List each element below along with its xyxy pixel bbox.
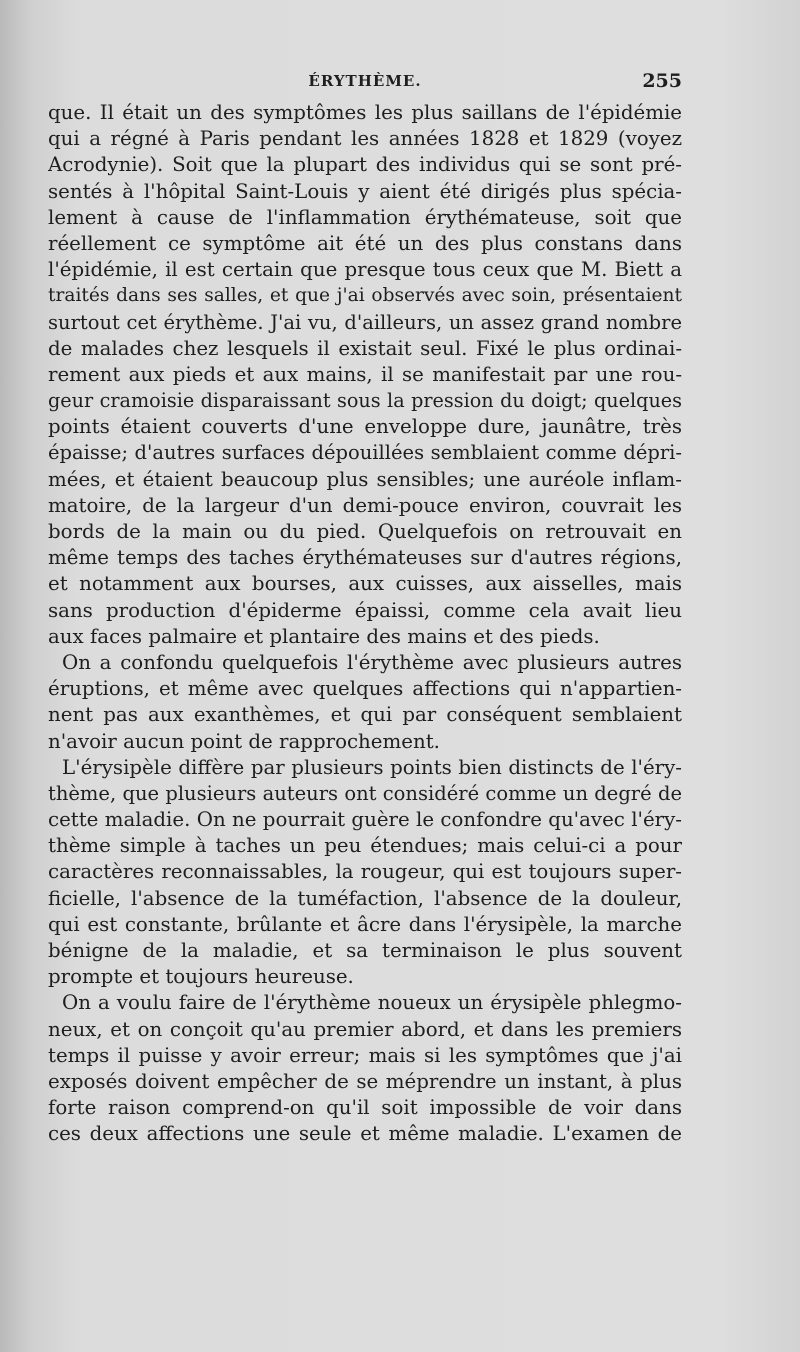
running-head-title: ÉRYTHÈME. <box>308 72 422 90</box>
text-line: traités dans ses salles, et que j'ai observés avec soin, présentaient <box>48 285 682 307</box>
text-line: épaisse; d'autres surfaces dépouillées semblaient comme dépri- <box>48 441 682 465</box>
text-line: rement aux pieds et aux mains, il se manifestait par une rou- <box>48 362 682 386</box>
text-line: qui est constante, brûlante et âcre dans l'érysipèle, la marche <box>48 912 682 936</box>
text-line: surtout cet érythème. J'ai vu, d'ailleurs, un assez grand nombre <box>48 310 682 334</box>
text-line: réellement ce symptôme ait été un des plus constans dans <box>48 231 682 255</box>
text-line: de malades chez lesquels il existait seul. Fixé le plus ordinai- <box>48 336 682 360</box>
text-line: forte raison comprend-on qu'il soit impossible de voir dans <box>48 1096 682 1120</box>
text-line: bénigne de la maladie, et sa terminaison le plus souvent <box>48 939 682 962</box>
text-line: bords de la main ou du pied. Quelquefois on retrouvait en <box>48 520 682 543</box>
running-head <box>48 70 682 96</box>
text-line: nent pas aux exanthèmes, et qui par conséquent semblaient <box>48 703 682 727</box>
text-line: n'avoir aucun point de rapprochement. <box>48 729 440 753</box>
text-line: cette maladie. On ne pourrait guère le confondre qu'avec l'éry- <box>48 808 682 832</box>
text-line: aux faces palmaire et plantaire des mains et des pieds. <box>48 624 600 648</box>
text-line: qui a régné à Paris pendant les années 1828 et 1829 (voyez <box>48 127 682 151</box>
text-line: ficielle, l'absence de la tuméfaction, l'absence de la douleur, <box>48 886 682 910</box>
text-line: On a confondu quelquefois l'érythème avec plusieurs autres <box>62 650 682 674</box>
text-line: On a voulu faire de l'érythème noueux un érysipèle phlegmo- <box>62 991 682 1015</box>
text-line: thème simple à taches un peu étendues; mais celui-ci a pour <box>48 834 682 858</box>
text-line: neux, et on conçoit qu'au premier abord, et dans les premiers <box>48 1017 682 1041</box>
text-line: points étaient couverts d'une enveloppe dure, jaunâtre, très <box>48 415 682 439</box>
text-line: L'érysipèle diffère par plusieurs points bien distincts de l'éry- <box>62 755 682 779</box>
text-line: ces deux affections une seule et même maladie. L'examen de <box>48 1122 682 1146</box>
text-line: geur cramoisie disparaissant sous la pression du doigt; quelques <box>48 389 682 413</box>
text-line: lement à cause de l'inflammation érythémateuse, soit que <box>48 205 682 229</box>
text-line: caractères reconnaissables, la rougeur, qui est toujours super- <box>48 860 682 884</box>
text-line: prompte et toujours heureuse. <box>48 965 354 989</box>
text-line: que. Il était un des symptômes les plus saillans de l'épidémie <box>48 101 682 124</box>
text-line: matoire, de la largeur d'un demi-pouce environ, couvrait les <box>48 493 682 517</box>
text-line: l'épidémie, il est certain que presque tous ceux que M. Biett a <box>48 258 682 282</box>
text-line: temps il puisse y avoir erreur; mais si les symptômes que j'ai <box>48 1043 682 1067</box>
text-line: exposés doivent empêcher de se méprendre un instant, à plus <box>48 1069 682 1093</box>
text-line: éruptions, et même avec quelques affections qui n'appartien- <box>48 677 682 701</box>
text-line: sentés à l'hôpital Saint-Louis y aient été dirigés plus spécia- <box>48 179 682 203</box>
text-line: Acrodynie). Soit que la plupart des individus qui se sont pré- <box>48 153 682 177</box>
text-line: et notamment aux bourses, aux cuisses, aux aisselles, mais <box>48 572 682 596</box>
text-line: sans production d'épiderme épaissi, comme cela avait lieu <box>48 598 682 622</box>
text-line: thème, que plusieurs auteurs ont considéré comme un degré de <box>48 781 682 805</box>
body-text <box>48 100 682 1148</box>
page-number: 255 <box>642 70 682 92</box>
text-line: mées, et étaient beaucoup plus sensibles; une auréole inflam- <box>48 467 682 491</box>
text-line: même temps des taches érythémateuses sur d'autres régions, <box>48 546 682 570</box>
